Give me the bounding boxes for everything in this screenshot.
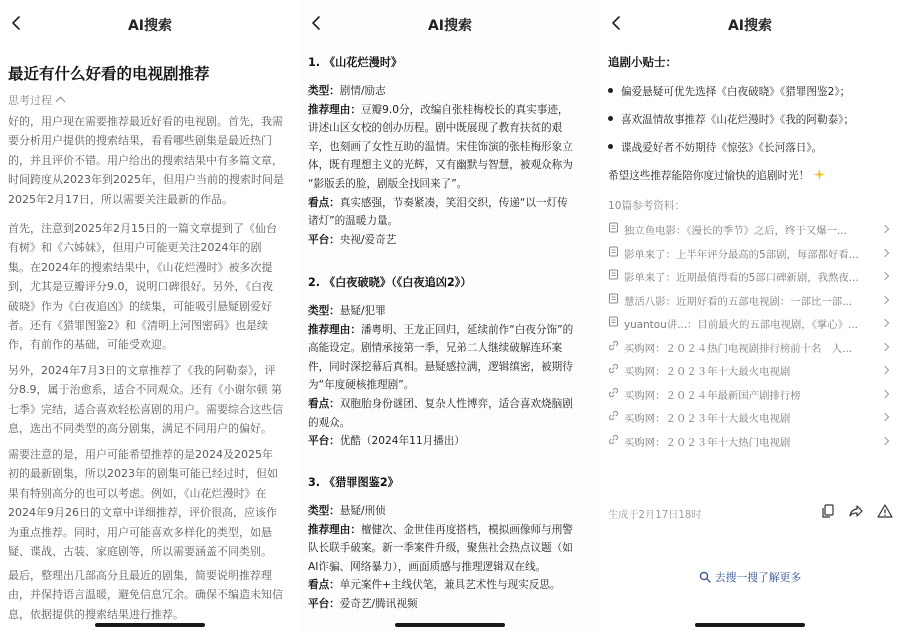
- highlight-row: [308, 576, 598, 595]
- chevron-right-icon: [881, 436, 889, 444]
- document-icon: [608, 246, 619, 257]
- reason-row-line: [308, 558, 598, 577]
- thinking-paragraph: [8, 445, 294, 561]
- reason-row-text: 件，同时深挖幕后真相。悬疑感拉满，逻辑缜密，被期待: [308, 360, 573, 373]
- thinking-line: 最后，整理出几部高分且最近的剧集，简要说明推荐理: [8, 569, 272, 582]
- drama-title: 3. 《猎罪图鉴2》: [308, 476, 399, 489]
- reason-row-text: 队长联手破案。新一季案件升级，聚焦社会热点议题（如: [308, 542, 573, 555]
- question-title: 最近有什么好看的电视剧推荐: [8, 65, 210, 83]
- reference-count: 10篇参考资料：: [608, 200, 686, 212]
- highlight-row: [308, 194, 598, 231]
- bullet-dot: [608, 88, 613, 93]
- chevron-right-icon: [881, 295, 889, 303]
- tip-text: 谍战爱好者不妨期待《惊弦》《长河落日》。: [621, 142, 823, 154]
- thinking-line: 七季》完结，适合喜欢轻松喜剧的用户。需要综合这些信: [8, 402, 283, 416]
- reference-item[interactable]: [608, 222, 894, 240]
- document-icon: [608, 269, 619, 280]
- genre-row-label: 类型：: [308, 85, 340, 97]
- highlight-row-text: 单元案件+主线伏笔，兼具艺术性与现实反思。: [339, 579, 561, 592]
- search-icon: [699, 571, 711, 583]
- highlight-row-line: [308, 395, 598, 414]
- thinking-line: 2025年2月17日，所以需要关注最新的作品。: [8, 192, 233, 206]
- warning-report-icon[interactable]: [877, 503, 893, 519]
- reason-row-line: [308, 539, 598, 558]
- thinking-line: 分8.9，属于治愈系，适合不同观众。还有《小谢尔顿 第: [8, 383, 282, 397]
- document-icon: [608, 316, 619, 327]
- platform-row: [308, 595, 598, 614]
- thinking-line: 息，依据提供的搜索结果进行推荐。: [8, 607, 184, 621]
- highlight-row-text: 诸灯”的温暖力量。: [308, 215, 399, 228]
- thinking-line: 息，选出不同类型的高分剧集，满足不同用户的偏好。: [8, 422, 272, 436]
- platform-row-label: 平台：: [308, 233, 340, 246]
- platform-row-value: 优酷（2024年11月播出）: [339, 435, 465, 448]
- reference-text: 买购网：２０２３年十大最火电视剧: [624, 366, 791, 378]
- reason-row-label: 推荐理由：: [308, 523, 361, 536]
- tip-item: [608, 140, 822, 155]
- reference-item[interactable]: [608, 410, 894, 428]
- genre-row-value: 剧情/励志: [339, 85, 386, 97]
- closing-wish: [608, 168, 826, 183]
- link-icon: [608, 363, 619, 374]
- platform-row-value: 爱奇艺/腾讯视频: [339, 598, 418, 610]
- platform-row: [308, 231, 598, 250]
- reason-row-label: 推荐理由：: [308, 103, 361, 116]
- platform-row-label: 平台：: [308, 435, 340, 448]
- genre-row-value: 悬疑/犯罪: [339, 305, 386, 317]
- reason-row: [308, 521, 598, 577]
- chevron-right-icon: [881, 319, 889, 327]
- thinking-line: 由，并保持语言温暖，避免信息冗余。确保不编造未知信: [8, 588, 283, 602]
- highlight-row-label: 看点：: [308, 579, 340, 592]
- drama-title: 1. 《山花烂漫时》: [308, 56, 403, 69]
- thinking-line: 有树》和《六姊妹》，但用户可能更关注2024年的剧: [8, 241, 262, 255]
- tip-item: [608, 112, 854, 127]
- tip-text: 喜欢温情故事推荐《山花烂漫时》《我的阿勒泰》；: [621, 114, 855, 126]
- reference-item[interactable]: [608, 246, 894, 264]
- chevron-right-icon: [881, 366, 889, 374]
- reference-text: 买购网：２０２３年十大热门电视剧: [624, 436, 791, 449]
- reason-row-text: 豆瓣9.0分，改编自张桂梅校长的真实事迹，: [360, 103, 569, 116]
- home-indicator: [695, 623, 805, 627]
- reason-row-line: [308, 358, 598, 377]
- highlight-row-text: 的观众。: [308, 416, 351, 429]
- link-icon: [608, 410, 619, 421]
- closing-wish-text: 希望这些推荐能陪你度过愉快的追剧时光！: [608, 170, 810, 182]
- highlight-row-line: [308, 212, 598, 231]
- reason-row-text: 辛，也刻画了女性互助的温情。宋佳饰演的张桂梅形象立: [308, 140, 573, 153]
- search-more-link[interactable]: [600, 570, 900, 585]
- highlight-row: [308, 395, 598, 432]
- genre-row: [308, 502, 598, 521]
- tips-title: 追剧小贴士：: [608, 55, 677, 69]
- thinking-line: 时间跨度从2023年到2025年，但用户当前的搜索时间是: [8, 173, 284, 187]
- thinking-line: 疑、谍战、古装、家庭剧等，所以需要涵盖不同类别。: [8, 545, 272, 559]
- thinking-paragraph: [8, 361, 294, 439]
- reference-text: 慧活八影：近期好看的五部电视剧：一部比一部...: [624, 295, 853, 308]
- reference-item[interactable]: [608, 269, 894, 287]
- chevron-up-icon: [56, 97, 66, 107]
- highlight-row-line: [308, 414, 598, 433]
- thinking-paragraph: [8, 112, 294, 209]
- think-process-label: 思考过程: [8, 94, 52, 107]
- home-indicator: [395, 623, 505, 627]
- reference-text: 独立鱼电影：《漫长的季节》之后，终于又爆一...: [624, 225, 847, 237]
- reason-row-label: 推荐理由：: [308, 323, 361, 336]
- panel-tips-references: [600, 0, 900, 633]
- genre-row-label: 类型：: [308, 505, 340, 517]
- highlight-row-line: [308, 194, 598, 213]
- reference-item[interactable]: [608, 434, 894, 452]
- reference-item[interactable]: [608, 293, 894, 311]
- thinking-line: 为重点推荐。同时，用户可能喜欢多样化的类型，如悬: [8, 525, 272, 539]
- reference-text: 买购网：２０２３年十大最火电视剧: [624, 413, 791, 425]
- reason-row-line: [308, 156, 598, 175]
- chevron-right-icon: [881, 225, 889, 233]
- nav-title: AI搜索: [127, 18, 173, 34]
- reason-row-line: [308, 321, 598, 340]
- thinking-line: 果有特别高分的也可以考虑。例如，《山花烂漫时》在: [8, 486, 267, 500]
- thinking-line: 2024年9月26日的文章中详细推荐，评价很高，应该作: [8, 506, 277, 520]
- platform-row: [308, 432, 598, 451]
- thinking-line: 者。还有《猎罪图鉴2》和《清明上河图密码》也是续: [8, 319, 268, 333]
- thinking-line: 到，尤其是豆瓣评分9.0，说明口碑很好。另外，《白夜: [8, 280, 273, 294]
- reason-row-line: [308, 339, 598, 358]
- drama-title: 2. 《白夜破晓》（《白夜追凶2》）: [308, 276, 472, 289]
- reason-row: [308, 101, 598, 194]
- reason-row-text: 檀健次、金世佳再度搭档，模拟画像师与刑警: [360, 523, 573, 536]
- panel-thinking: [0, 0, 300, 633]
- chevron-right-icon: [881, 272, 889, 280]
- bullet-dot: [608, 116, 613, 121]
- genre-row: [308, 82, 598, 101]
- search-more-label: 去搜一搜了解更多: [714, 571, 802, 584]
- genre-row: [308, 302, 598, 321]
- reference-item[interactable]: [608, 316, 894, 334]
- thinking-line: 的，并且评价不错。用户给出的搜索结果中有多篇文章，: [8, 153, 283, 167]
- reference-text: 影单来了：上半年评分最高的5部剧，每部都好看...: [624, 248, 859, 261]
- reason-row-text: 潘粤明、王龙正回归，延续前作“白夜分饰”的: [360, 323, 574, 336]
- document-icon: [608, 222, 619, 233]
- reason-row-line: [308, 175, 598, 194]
- reason-row-text: “影版丢的脸，剧版全找回来了”。: [308, 177, 468, 190]
- generated-time: 生成于2月17日18时: [608, 510, 702, 521]
- reason-row-text: 为“年度硬核推理剧”。: [308, 379, 415, 392]
- highlight-row-text: 双胞胎身份谜团、复杂人性博弈，适合喜欢烧脑剧: [339, 398, 573, 410]
- reason-row-line: [308, 119, 598, 138]
- highlight-row-label: 看点：: [308, 196, 340, 209]
- reason-row: [308, 321, 598, 395]
- tip-item: [608, 84, 850, 99]
- reference-item[interactable]: [608, 340, 894, 358]
- reason-row-line: [308, 101, 598, 120]
- nav-title: AI搜索: [727, 18, 773, 34]
- thinking-line: 破晓》作为《白夜追凶》的续集，可能吸引悬疑剧爱好: [8, 299, 272, 313]
- reason-row-line: [308, 521, 598, 540]
- highlight-row-text: 真实感强，节奏紧凑，笑泪交织，传递“以一灯传: [339, 196, 568, 209]
- reason-row-text: AI诈骗、网络暴力），画面质感与推理逻辑双在线。: [308, 560, 547, 573]
- thinking-line: 作，有前作的基础，可能受欢迎。: [8, 338, 173, 352]
- platform-row-value: 央视/爱奇艺: [339, 233, 397, 246]
- home-indicator: [95, 623, 205, 627]
- reason-row-line: [308, 138, 598, 157]
- nav-bar: [300, 0, 600, 48]
- reference-text: 影单来了：近期最值得看的5部口碑新剧，我熬夜...: [624, 272, 859, 284]
- nav-bar: [0, 0, 300, 48]
- thinking-paragraph: [8, 566, 294, 624]
- reference-item[interactable]: [608, 387, 894, 405]
- thinking-line: 首先，注意到2025年2月15日的一篇文章提到了《仙台: [8, 222, 277, 235]
- reason-row-text: 体，既有理想主义的光辉，又有幽默与智慧，被观众称为: [308, 159, 573, 172]
- nav-title: AI搜索: [427, 18, 473, 34]
- document-icon: [608, 293, 619, 304]
- reference-text: yuantou讲...：目前最火的五部电视剧，《掌心》...: [624, 319, 858, 331]
- thinking-line: 另外，2024年7月3日的文章推荐了《我的阿勒泰》，评: [8, 364, 276, 377]
- highlight-row-label: 看点：: [308, 398, 340, 410]
- chevron-right-icon: [881, 389, 889, 397]
- chevron-right-icon: [881, 342, 889, 350]
- genre-row-label: 类型：: [308, 305, 340, 317]
- link-icon: [608, 387, 619, 398]
- chevron-right-icon: [881, 413, 889, 421]
- panel-recommendations: [300, 0, 600, 633]
- reason-row-line: [308, 376, 598, 395]
- reason-row-text: 讲述山区女校的创办历程。剧中既展现了教育扶贫的艰: [308, 122, 563, 135]
- thinking-paragraph: [8, 219, 294, 355]
- thinking-line: 初的最新剧集，所以2023年的剧集可能已经过时，但如: [8, 467, 278, 481]
- reason-row-text: 高能设定。剧情承接第一季，兄弟二人继续破解连环案: [308, 342, 563, 355]
- thinking-line: 好的，用户现在需要推荐最近好看的电视剧。首先，我需: [8, 115, 283, 128]
- reference-text: 买购网：２０２４热门电视剧排行榜前十名 人...: [624, 342, 853, 355]
- think-process-toggle[interactable]: [8, 92, 64, 108]
- thinking-line: 集。在2024年的搜索结果中，《山花烂漫时》被多次提: [8, 260, 273, 274]
- reference-text: 买购网：２０２４年最新国产剧排行榜: [624, 389, 801, 402]
- sparkle-star-icon: [813, 168, 826, 181]
- chevron-right-icon: [881, 248, 889, 256]
- bullet-dot: [608, 144, 613, 149]
- thinking-line: 需要注意的是，用户可能希望推荐的是2024及2025年: [8, 448, 273, 461]
- link-icon: [608, 434, 619, 445]
- thinking-line: 要分析用户提供的搜索结果，看看哪些剧集是最近热门: [8, 134, 272, 148]
- reference-item[interactable]: [608, 363, 894, 381]
- genre-row-value: 悬疑/刑侦: [339, 505, 386, 517]
- tip-text: 偏爱悬疑可优先选择《白夜破晓》《猎罪图鉴2》；: [621, 86, 851, 98]
- copy-icon[interactable]: [820, 503, 836, 519]
- link-icon: [608, 340, 619, 351]
- share-icon[interactable]: [848, 503, 864, 519]
- highlight-row-line: [308, 576, 598, 595]
- platform-row-label: 平台：: [308, 598, 340, 610]
- nav-bar: [600, 0, 900, 48]
